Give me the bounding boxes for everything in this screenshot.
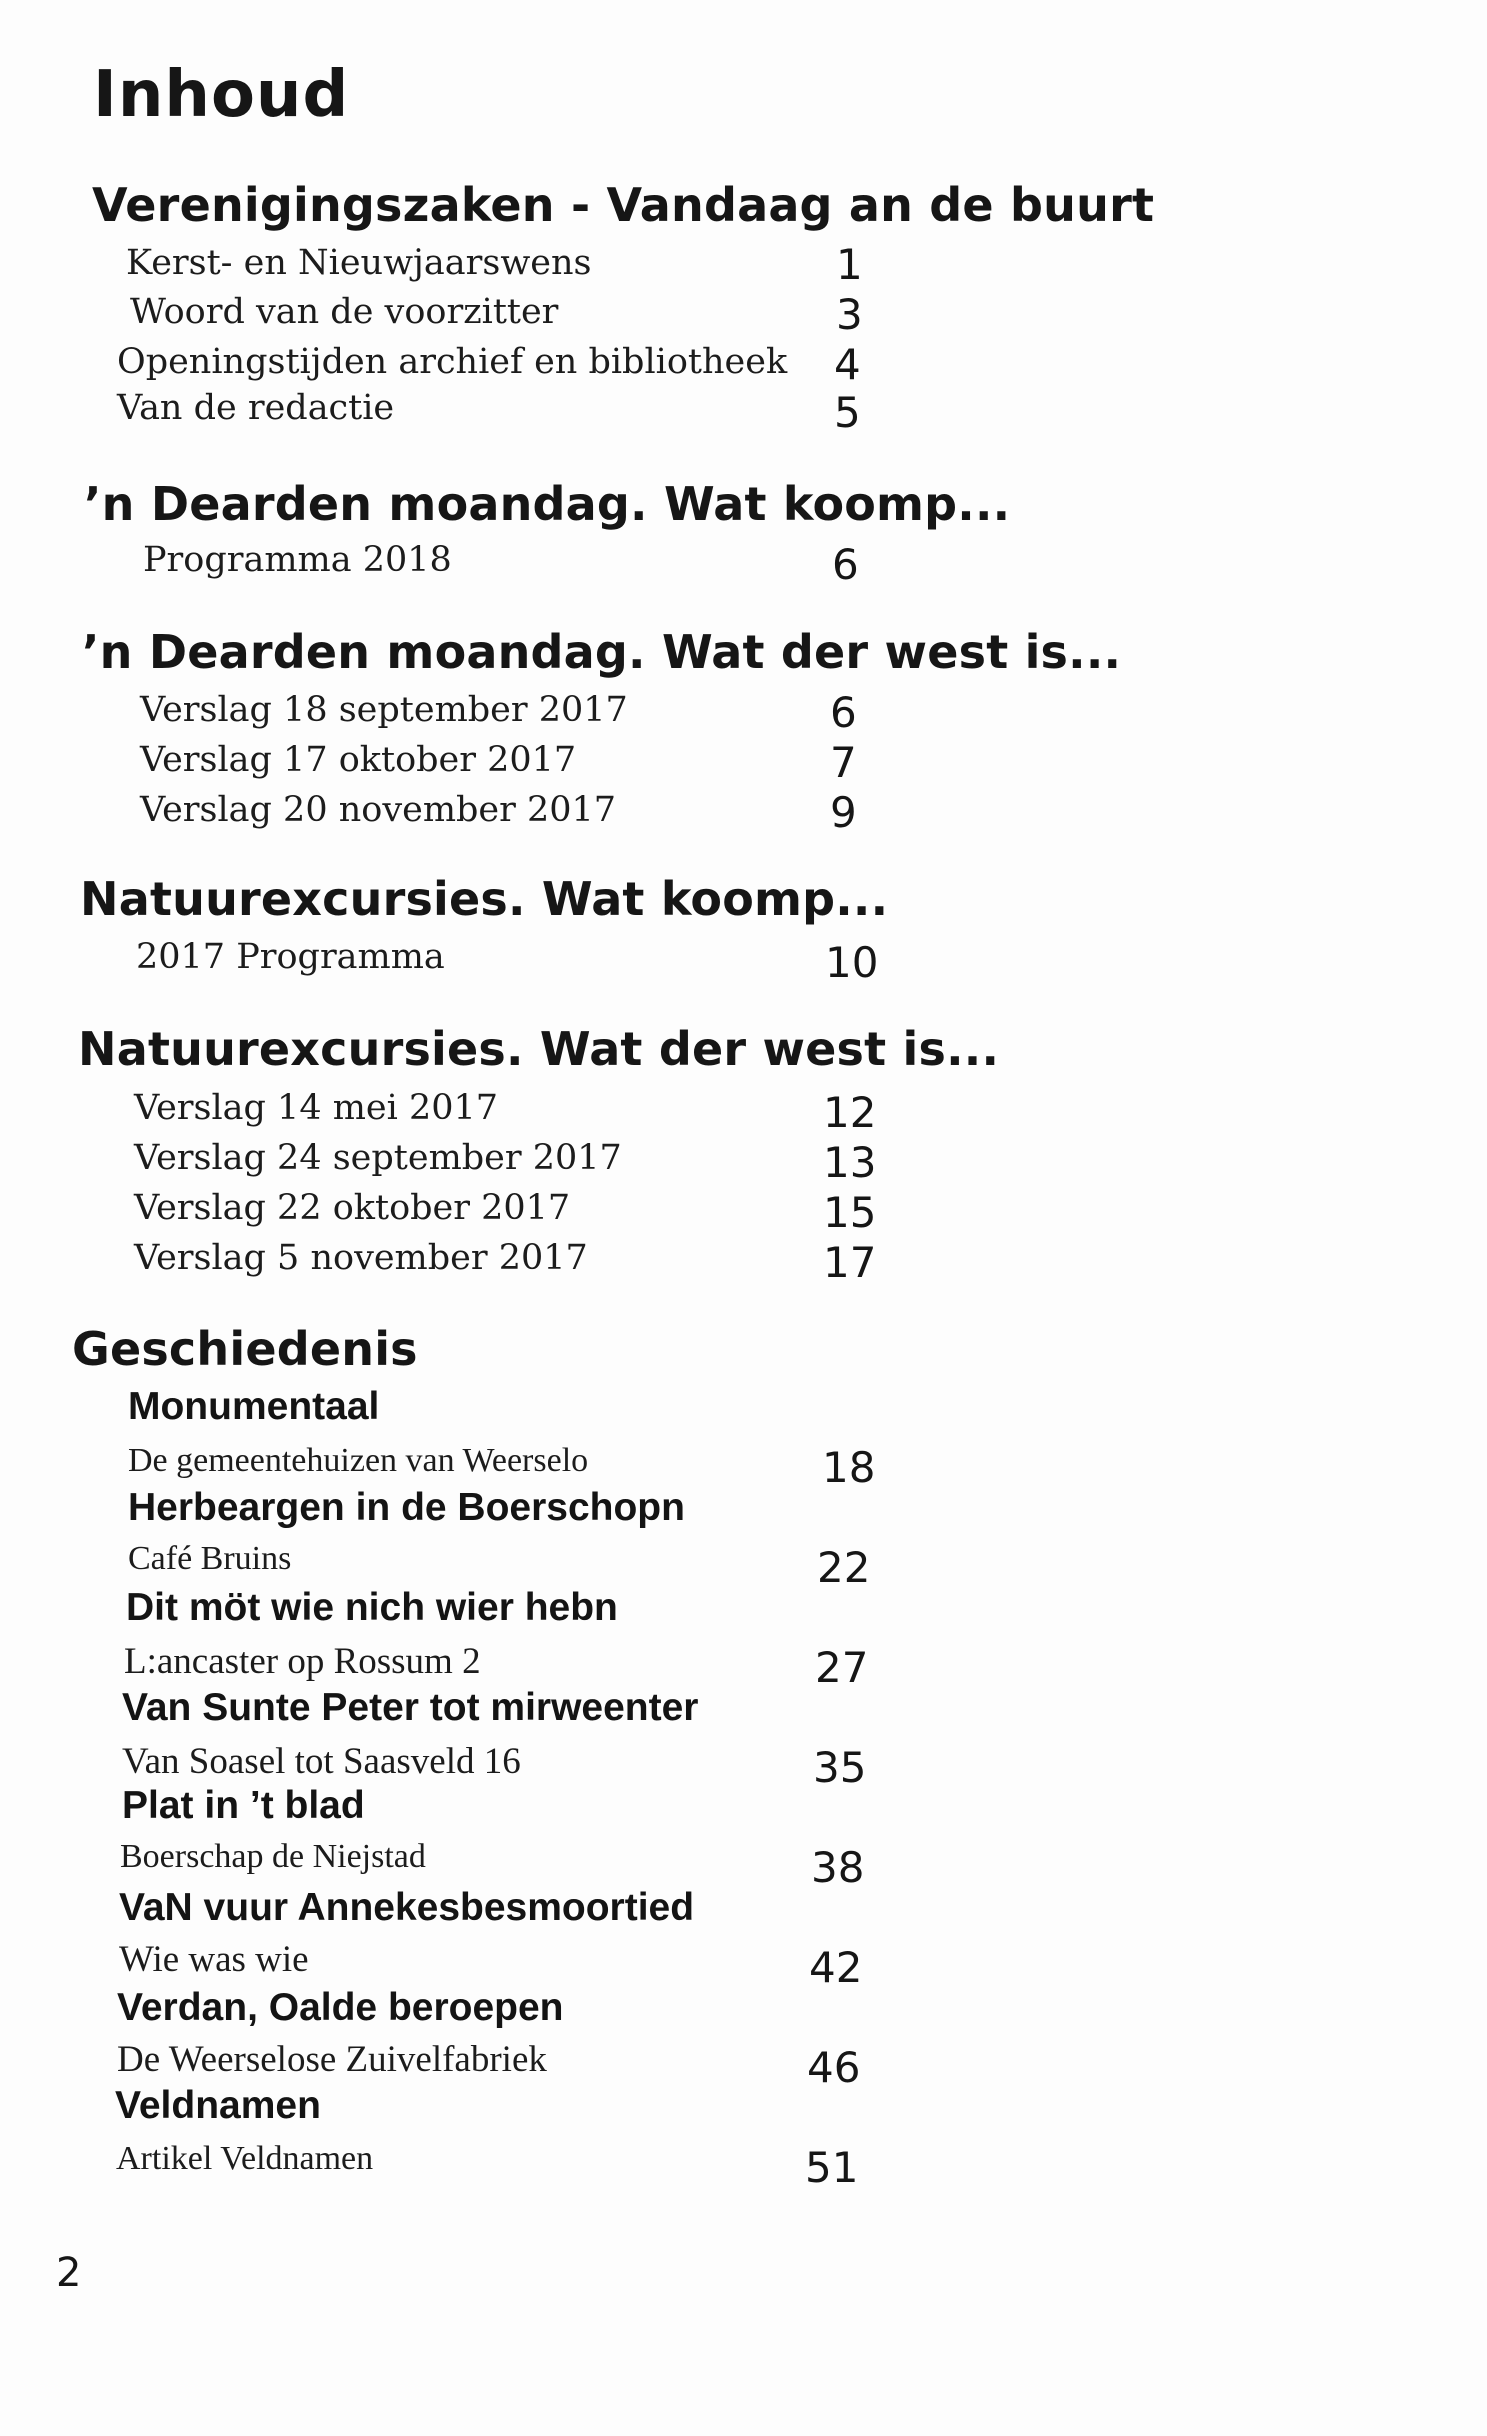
- toc-item-text: Verslag 17 oktober 2017: [140, 740, 577, 780]
- toc-item-text: Programma 2018: [143, 540, 452, 580]
- toc-item-page: 5: [834, 388, 861, 437]
- history-subheading: Van Sunte Peter tot mirweenter: [122, 1686, 699, 1729]
- section-heading-dearden-west: ’n Dearden moandag. Wat der west is...: [82, 625, 1122, 679]
- history-item-text: Wie was wie: [119, 1939, 309, 1980]
- history-item-page: 51: [805, 2143, 859, 2192]
- section-heading-dearden-koomp: ’n Dearden moandag. Wat koomp...: [84, 477, 1011, 531]
- history-subheading: Dit möt wie nich wier hebn: [126, 1586, 618, 1629]
- history-subheading: Veldnamen: [115, 2084, 321, 2127]
- history-item-text: Boerschap de Niejstad: [120, 1838, 426, 1875]
- page-number: 2: [56, 2250, 82, 2296]
- history-item-text: Van Soasel tot Saasveld 16: [122, 1741, 521, 1782]
- toc-item-page: 17: [823, 1238, 877, 1287]
- toc-item-text: Van de redactie: [117, 388, 395, 428]
- section-heading-geschiedenis: Geschiedenis: [72, 1322, 418, 1376]
- history-subheading: Herbeargen in de Boerschopn: [128, 1486, 685, 1529]
- history-item-text: De gemeentehuizen van Weerselo: [128, 1442, 589, 1479]
- history-subheading: VaN vuur Annekesbesmoortied: [119, 1886, 695, 1929]
- toc-item-text: Verslag 18 september 2017: [140, 690, 628, 730]
- section-heading-verenigingszaken: Verenigingszaken - Vandaag an de buurt: [92, 178, 1155, 232]
- section-heading-natuur-west: Natuurexcursies. Wat der west is...: [78, 1022, 1000, 1076]
- toc-item-page: 6: [832, 540, 859, 589]
- toc-item-text: Woord van de voorzitter: [130, 292, 559, 332]
- toc-item-text: Kerst- en Nieuwjaarswens: [126, 243, 592, 283]
- toc-item-text: Verslag 5 november 2017: [134, 1238, 588, 1278]
- toc-item-page: 6: [830, 688, 857, 737]
- history-subheading: Verdan, Oalde beroepen: [117, 1986, 564, 2029]
- toc-item-page: 7: [830, 738, 857, 787]
- toc-item-page: 15: [823, 1188, 877, 1237]
- toc-item-page: 10: [825, 938, 879, 987]
- history-item-page: 38: [811, 1843, 865, 1892]
- page-title: Inhoud: [93, 58, 350, 132]
- history-item-text: L:ancaster op Rossum 2: [124, 1641, 481, 1682]
- toc-item-text: 2017 Programma: [136, 937, 445, 977]
- history-item-page: 18: [822, 1443, 876, 1492]
- history-item-text: De Weerselose Zuivelfabriek: [117, 2039, 547, 2080]
- toc-item-text: Verslag 20 november 2017: [140, 790, 617, 830]
- history-item-text: Café Bruins: [128, 1540, 292, 1577]
- toc-item-text: Verslag 24 september 2017: [134, 1138, 622, 1178]
- history-item-text: Artikel Veldnamen: [116, 2140, 374, 2177]
- toc-item-page: 12: [823, 1088, 877, 1137]
- toc-item-text: Openingstijden archief en bibliotheek: [117, 342, 788, 382]
- history-item-page: 22: [817, 1543, 871, 1592]
- section-heading-natuur-koomp: Natuurexcursies. Wat koomp...: [80, 872, 889, 926]
- toc-item-text: Verslag 14 mei 2017: [134, 1088, 499, 1128]
- toc-item-page: 9: [830, 788, 857, 837]
- toc-item-page: 3: [836, 290, 863, 339]
- toc-item-page: 13: [823, 1138, 877, 1187]
- toc-item-page: 1: [836, 240, 863, 289]
- history-item-page: 46: [807, 2043, 861, 2092]
- toc-item-page: 4: [834, 340, 861, 389]
- history-item-page: 35: [813, 1743, 867, 1792]
- history-item-page: 27: [815, 1643, 869, 1692]
- history-item-page: 42: [809, 1943, 863, 1992]
- toc-item-text: Verslag 22 oktober 2017: [134, 1188, 571, 1228]
- history-subheading: Monumentaal: [128, 1385, 380, 1428]
- history-subheading: Plat in ’t blad: [122, 1784, 365, 1827]
